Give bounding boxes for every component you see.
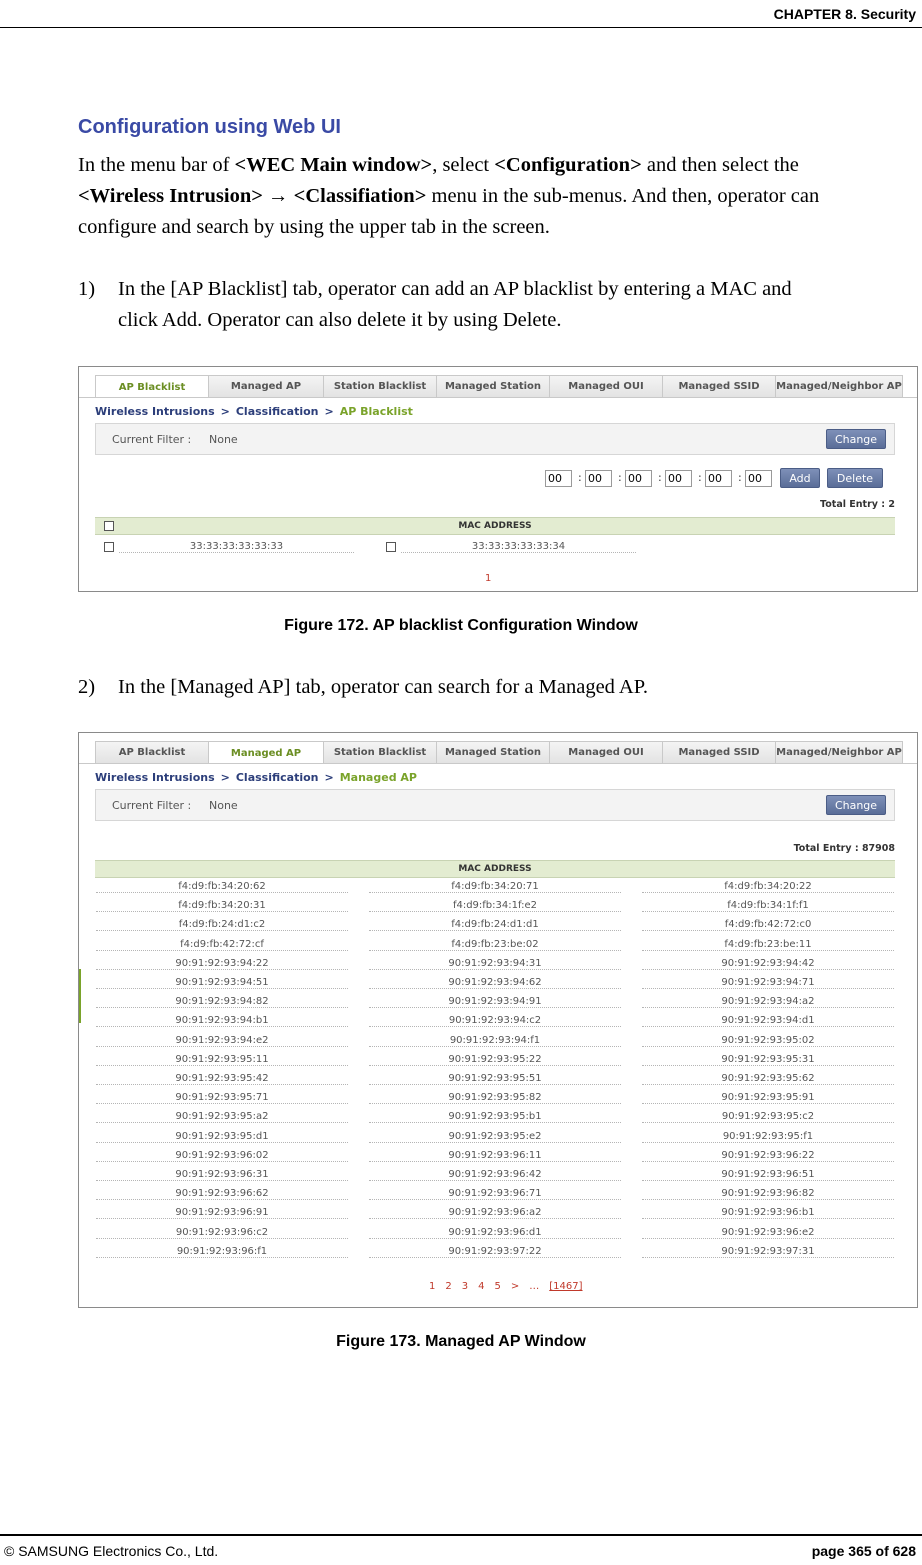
- pagination: [485, 573, 491, 584]
- change-button[interactable]: Change: [826, 795, 886, 815]
- mac-cell: f4:d9:fb:34:20:31: [96, 900, 348, 912]
- page-link[interactable]: 1: [429, 1281, 436, 1292]
- mac-cell: 90:91:92:93:94:71: [642, 977, 894, 989]
- tab-managed-oui[interactable]: Managed OUI: [549, 741, 663, 763]
- tab-managed-neighbor-ap[interactable]: Managed/Neighbor AP: [775, 375, 903, 397]
- mac-cell: 90:91:92:93:95:a2: [96, 1111, 348, 1123]
- mac-separator: :: [578, 471, 582, 484]
- mac-address-header: MAC ADDRESS: [458, 864, 532, 874]
- mac-cell: 90:91:92:93:94:51: [96, 977, 348, 989]
- mac-cell: 90:91:92:93:96:82: [642, 1188, 894, 1200]
- page-link[interactable]: 2: [445, 1281, 452, 1292]
- step-line: In the [AP Blacklist] tab, operator can add an AP blacklist by entering a MAC and: [118, 278, 792, 300]
- tab-ap-blacklist[interactable]: AP Blacklist: [95, 741, 209, 763]
- mac-octet-input[interactable]: 00: [625, 470, 652, 487]
- tab-bar: [95, 741, 902, 763]
- row-checkbox[interactable]: [386, 542, 396, 552]
- tab-ap-blacklist[interactable]: AP Blacklist: [95, 375, 209, 398]
- mac-cell: 90:91:92:93:96:11: [369, 1150, 621, 1162]
- mac-cell: 90:91:92:93:95:11: [96, 1054, 348, 1066]
- mac-cell: 90:91:92:93:95:51: [369, 1073, 621, 1085]
- breadcrumb-current: Managed AP: [339, 771, 417, 784]
- mac-cell: 90:91:92:93:96:22: [642, 1150, 894, 1162]
- mac-octet-input[interactable]: 00: [545, 470, 572, 487]
- intro-text: menu in the sub-menus. And then, operator can: [426, 185, 820, 207]
- scroll-marker: [79, 969, 81, 1023]
- page-link[interactable]: 4: [478, 1281, 485, 1292]
- tab-managed-ssid[interactable]: Managed SSID: [662, 741, 776, 763]
- intro-bold-wi: <Wireless Intrusion>: [78, 185, 263, 207]
- tab-station-blacklist[interactable]: Station Blacklist: [323, 375, 437, 397]
- intro-bold-wec: <WEC Main window>: [234, 154, 433, 176]
- mac-separator: :: [618, 471, 622, 484]
- intro-text: , select: [432, 154, 495, 176]
- mac-cell: 90:91:92:93:94:d1: [642, 1015, 894, 1027]
- mac-octet-input[interactable]: 00: [745, 470, 772, 487]
- breadcrumb-mid[interactable]: Classification: [235, 405, 319, 418]
- mac-cell: f4:d9:fb:24:d1:d1: [369, 919, 621, 931]
- mac-cell: 90:91:92:93:95:71: [96, 1092, 348, 1104]
- mac-cell: 90:91:92:93:96:91: [96, 1207, 348, 1219]
- mac-cell: f4:d9:fb:34:20:62: [96, 881, 348, 893]
- section-title: Configuration using Web UI: [78, 116, 341, 138]
- page-link[interactable]: 5: [494, 1281, 501, 1292]
- footer-page: page 365 of 628: [811, 1543, 916, 1559]
- mac-cell: 90:91:92:93:95:42: [96, 1073, 348, 1085]
- mac-cell: 90:91:92:93:94:e2: [96, 1035, 348, 1047]
- footer-divider: [0, 1534, 922, 1536]
- page-link: …: [529, 1281, 540, 1292]
- intro-text: and then select the: [641, 154, 799, 176]
- filter-value: None: [209, 433, 238, 446]
- mac-cell: 90:91:92:93:94:b1: [96, 1015, 348, 1027]
- mac-cell: 90:91:92:93:96:f1: [96, 1246, 348, 1258]
- table-header: [95, 860, 895, 878]
- breadcrumb-root[interactable]: Wireless Intrusions: [95, 405, 215, 418]
- mac-cell: f4:d9:fb:42:72:cf: [96, 939, 348, 951]
- breadcrumb: [95, 405, 413, 418]
- figure-caption: Figure 172. AP blacklist Configuration Window: [284, 617, 638, 634]
- table-header: [95, 517, 895, 535]
- mac-cell: 90:91:92:93:96:02: [96, 1150, 348, 1162]
- mac-cell: f4:d9:fb:34:1f:f1: [642, 900, 894, 912]
- mac-cell: 33:33:33:33:33:33: [119, 541, 354, 553]
- mac-cell: 90:91:92:93:97:31: [642, 1246, 894, 1258]
- mac-cell: 90:91:92:93:96:e2: [642, 1227, 894, 1239]
- mac-cell: 90:91:92:93:94:91: [369, 996, 621, 1008]
- footer-copyright: © SAMSUNG Electronics Co., Ltd.: [4, 1543, 219, 1559]
- breadcrumb-sep: >: [324, 405, 334, 418]
- page-link[interactable]: 1: [485, 573, 492, 584]
- mac-cell: f4:d9:fb:42:72:c0: [642, 919, 894, 931]
- mac-cell: f4:d9:fb:34:1f:e2: [369, 900, 621, 912]
- mac-cell: 90:91:92:93:95:e2: [369, 1131, 621, 1143]
- mac-separator: :: [738, 471, 742, 484]
- ap-blacklist-screenshot: [78, 366, 918, 592]
- mac-cell: 90:91:92:93:96:31: [96, 1169, 348, 1181]
- mac-address-header: MAC ADDRESS: [458, 521, 532, 531]
- mac-cell: 90:91:92:93:96:c2: [96, 1227, 348, 1239]
- header-divider: [0, 27, 922, 28]
- mac-cell: 90:91:92:93:95:c2: [642, 1111, 894, 1123]
- breadcrumb-sep: >: [220, 771, 230, 784]
- row-checkbox[interactable]: [104, 542, 114, 552]
- breadcrumb-sep: >: [220, 405, 230, 418]
- breadcrumb-sep: >: [324, 771, 334, 784]
- mac-cell: 90:91:92:93:97:22: [369, 1246, 621, 1258]
- tab-managed-oui[interactable]: Managed OUI: [549, 375, 663, 397]
- step-text: [118, 274, 898, 336]
- mac-cell: 90:91:92:93:96:71: [369, 1188, 621, 1200]
- mac-cell: 90:91:92:93:96:b1: [642, 1207, 894, 1219]
- mac-cell: 90:91:92:93:96:51: [642, 1169, 894, 1181]
- page-link[interactable]: >: [510, 1281, 520, 1292]
- mac-cell: f4:d9:fb:23:be:11: [642, 939, 894, 951]
- figure-caption: Figure 173. Managed AP Window: [336, 1333, 586, 1350]
- filter-value: None: [209, 799, 238, 812]
- mac-cell: f4:d9:fb:24:d1:c2: [96, 919, 348, 931]
- intro-bold-config: <Configuration>: [494, 154, 642, 176]
- mac-octet-input[interactable]: 00: [585, 470, 612, 487]
- mac-cell: 90:91:92:93:95:31: [642, 1054, 894, 1066]
- total-entry: Total Entry : 87908: [793, 843, 895, 854]
- arrow-glyph: →: [262, 185, 294, 207]
- tab-managed-ssid[interactable]: Managed SSID: [662, 375, 776, 397]
- mac-cell: 90:91:92:93:95:02: [642, 1035, 894, 1047]
- filter-label: Current Filter :: [112, 433, 192, 446]
- mac-cell: 90:91:92:93:94:a2: [642, 996, 894, 1008]
- page-link[interactable]: 3: [461, 1281, 469, 1292]
- mac-cell: 90:91:92:93:94:62: [369, 977, 621, 989]
- mac-cell: 90:91:92:93:94:42: [642, 958, 894, 970]
- step-number: 2): [78, 676, 96, 698]
- managed-ap-screenshot: [78, 732, 918, 1308]
- tab-managed-neighbor-ap[interactable]: Managed/Neighbor AP: [775, 741, 903, 763]
- mac-cell: 90:91:92:93:94:22: [96, 958, 348, 970]
- pagination: [429, 1281, 583, 1292]
- tab-station-blacklist[interactable]: Station Blacklist: [323, 741, 437, 763]
- page-link[interactable]: [1467]: [549, 1281, 583, 1292]
- tab-managed-station[interactable]: Managed Station: [436, 375, 550, 397]
- mac-cell: f4:d9:fb:34:20:22: [642, 881, 894, 893]
- intro-bold-class: <Classifiation>: [293, 185, 427, 207]
- intro-text: configure and search by using the upper tab in the screen.: [78, 216, 550, 238]
- change-button[interactable]: Change: [826, 429, 886, 449]
- breadcrumb-current: AP Blacklist: [339, 405, 413, 418]
- mac-cell: 90:91:92:93:95:d1: [96, 1131, 348, 1143]
- mac-cell: 90:91:92:93:94:82: [96, 996, 348, 1008]
- tab-managed-ap[interactable]: Managed AP: [208, 375, 324, 397]
- breadcrumb: [95, 771, 417, 784]
- mac-separator: :: [658, 471, 662, 484]
- delete-button[interactable]: Delete: [827, 468, 883, 488]
- mac-cell: 90:91:92:93:95:91: [642, 1092, 894, 1104]
- breadcrumb-root[interactable]: Wireless Intrusions: [95, 771, 215, 784]
- mac-cell: 90:91:92:93:96:a2: [369, 1207, 621, 1219]
- mac-cell: 90:91:92:93:94:c2: [369, 1015, 621, 1027]
- mac-separator: :: [698, 471, 702, 484]
- mac-cell: 90:91:92:93:94:31: [369, 958, 621, 970]
- filter-bar: [95, 789, 895, 821]
- tab-managed-ap[interactable]: Managed AP: [208, 741, 324, 764]
- intro-text: In the menu bar of: [78, 154, 235, 176]
- mac-cell: 90:91:92:93:96:62: [96, 1188, 348, 1200]
- mac-cell: 33:33:33:33:33:34: [401, 541, 636, 553]
- mac-cell: 90:91:92:93:96:d1: [369, 1227, 621, 1239]
- mac-cell: f4:d9:fb:34:20:71: [369, 881, 621, 893]
- mac-cell: 90:91:92:93:95:f1: [642, 1131, 894, 1143]
- mac-cell: 90:91:92:93:95:82: [369, 1092, 621, 1104]
- filter-label: Current Filter :: [112, 799, 192, 812]
- intro-paragraph: [78, 150, 898, 243]
- mac-cell: 90:91:92:93:95:22: [369, 1054, 621, 1066]
- tab-divider: [79, 763, 917, 764]
- mac-octet-input[interactable]: 00: [665, 470, 692, 487]
- step-line: click Add. Operator can also delete it by using Delete.: [118, 309, 562, 331]
- breadcrumb-mid[interactable]: Classification: [235, 771, 319, 784]
- filter-bar: [95, 423, 895, 455]
- tab-managed-station[interactable]: Managed Station: [436, 741, 550, 763]
- chapter-header: CHAPTER 8. Security: [773, 6, 916, 22]
- total-entry: Total Entry : 2: [820, 499, 895, 510]
- tab-bar: [95, 375, 902, 397]
- mac-octet-input[interactable]: 00: [705, 470, 732, 487]
- tab-divider: [79, 397, 917, 398]
- mac-cell: f4:d9:fb:23:be:02: [369, 939, 621, 951]
- add-button[interactable]: Add: [780, 468, 820, 488]
- step-number: 1): [78, 278, 96, 300]
- mac-cell: 90:91:92:93:95:62: [642, 1073, 894, 1085]
- mac-cell: 90:91:92:93:96:42: [369, 1169, 621, 1181]
- step-text: In the [Managed AP] tab, operator can search for a Managed AP.: [118, 676, 648, 698]
- mac-cell: 90:91:92:93:95:b1: [369, 1111, 621, 1123]
- mac-cell: 90:91:92:93:94:f1: [369, 1035, 621, 1047]
